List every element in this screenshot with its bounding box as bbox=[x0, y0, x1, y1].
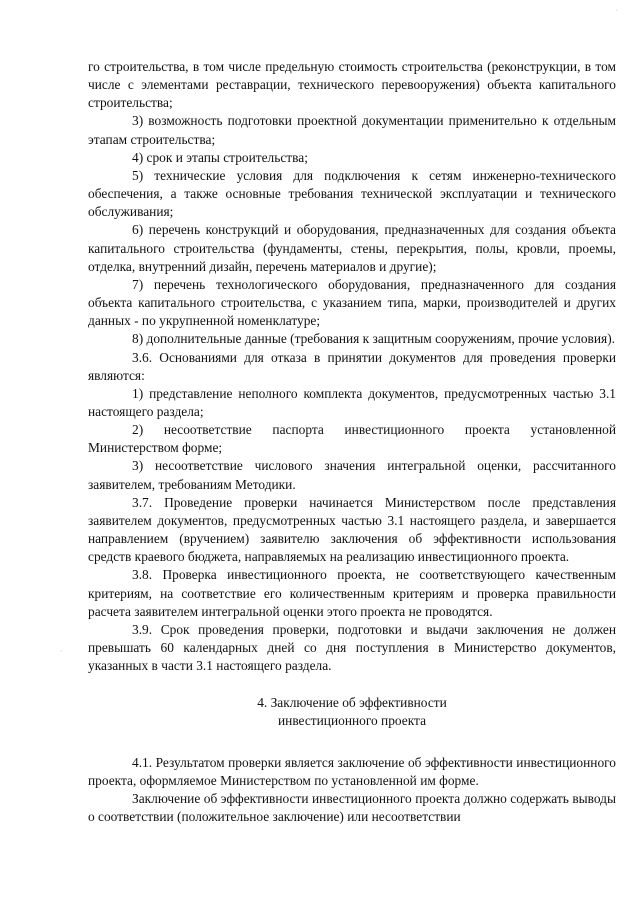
paragraph: 4.1. Результатом проверки является заключение об эффективности инвестиционного проекта, оформляемое Министерством по установленной им форме. bbox=[88, 754, 616, 788]
paragraph: го строительства, в том числе предельную стоимость строительства (реконструкции, в том числе с элементами реставрации, технического перевооружения) объекта капитального строительства; bbox=[88, 59, 616, 111]
paragraph: 1) представление неполного комплекта документов, предусмотренных частью 3.1 настоящего раздела; bbox=[88, 385, 616, 419]
paragraph: 3) возможность подготовки проектной документации применительно к отдельным этапам строительства; bbox=[88, 113, 616, 147]
paragraph: 3.9. Срок проведения проверки, подготовки и выдачи заключения не должен превышать 60 календарных дней со дня поступления в Министерство документов, указанных в части 3.1 настоящего раздела. bbox=[88, 621, 616, 674]
paragraph: 2) несоответствие паспорта инвестиционного проекта установленной Министерством форме; bbox=[88, 422, 616, 456]
heading-line: инвестиционного проекта bbox=[277, 713, 427, 729]
section-heading bbox=[88, 694, 616, 730]
paragraphs-before bbox=[88, 58, 616, 675]
paragraph: 7) перечень технологического оборудования, предназначенного для создания объекта капитального строительства, с указанием типа, марки, производителей и других данных - по укрупненной номенклатуре; bbox=[88, 276, 616, 329]
document-page bbox=[88, 58, 616, 826]
paragraph: 3) несоответствие числового значения интегральной оценки, рассчитанного заявителем, требованиям Методики. bbox=[88, 458, 616, 492]
heading-line: 4. Заключение об эффективности bbox=[257, 695, 447, 711]
paragraph: 4) срок и этапы строительства; bbox=[132, 149, 308, 165]
paragraph: 5) технические условия для подключения к сетям инженерно-технического обеспечения, а также основные требования технической эксплуатации и технического обслуживания; bbox=[88, 167, 616, 220]
paragraphs-after bbox=[88, 754, 616, 827]
paragraph: Заключение об эффективности инвестиционного проекта должно содержать выводы о соответствии (положительное заключение) или несоответствии bbox=[88, 790, 616, 825]
scan-mark: · bbox=[60, 647, 63, 656]
paragraph: 3.8. Проверка инвестиционного проекта, не соответствующего качественным критериям, на соответствие его количественным критериям и проверка правильности расчета заявителем интегральной оценки этого проекта не проводятся. bbox=[88, 567, 616, 619]
paragraph: 3.7. Проведение проверки начинается Министерством после представления заявителем документов, предусмотренных частью 3.1 настоящего раздела, и завершается направлением (вручением) заявителю заключения об эффективности использования средств краевого бюджета, направляемых на реализацию инвестиционного проекта. bbox=[88, 494, 616, 565]
paragraph: 8) дополнительные данные (требования к защитным сооружениям, прочие условия). bbox=[132, 331, 615, 347]
scan-mark: · bbox=[615, 6, 618, 15]
paragraph: 3.6. Основаниями для отказа в принятии документов для проведения проверки являются: bbox=[88, 349, 616, 383]
paragraph: 6) перечень конструкций и оборудования, предназначенных для создания объекта капитального строительства (фундаменты, стены, перекрытия, полы, кровли, проемы, отделка, внутренний дизайн, перечень материалов и другие); bbox=[88, 222, 616, 274]
